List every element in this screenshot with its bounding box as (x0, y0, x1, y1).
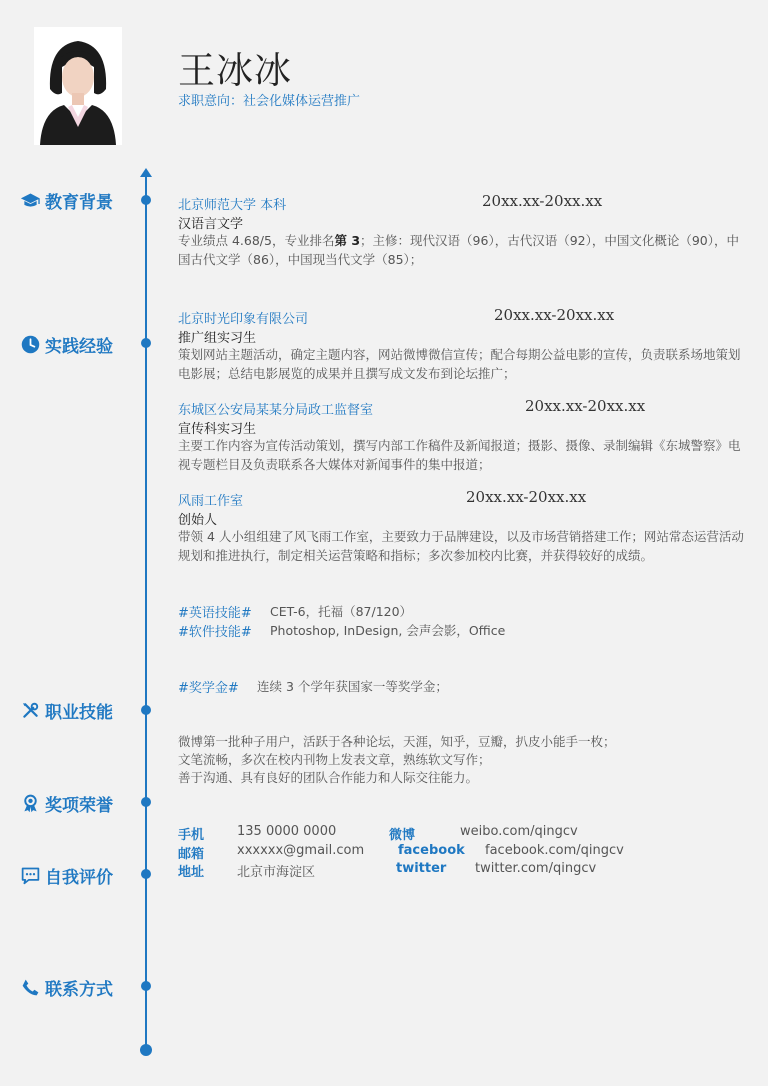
skill-value: CET-6，托福（87/120） (270, 604, 413, 619)
education-desc-post: ；主修：现代汉语（96），古代汉语（92），中国文化概论（90），中国古代文学（86），中国现当代文学（85）； (178, 233, 740, 267)
education-desc-pre: 专业绩点 4.68/5，专业排名 (178, 233, 335, 248)
section-contact (20, 975, 113, 1000)
experience-date: 20xx.xx-20xx.xx (525, 397, 646, 415)
contact-twitter: twitter.com/qingcv (475, 861, 597, 876)
section-skills-title: 职业技能 (45, 703, 113, 723)
phone-icon (20, 977, 41, 998)
education-major: 汉语言文学 (178, 217, 244, 232)
timeline-dot (141, 705, 151, 715)
experience-org: 东城区公安局某某分局政工监督室 (178, 403, 374, 418)
education-school: 北京师范大学 本科 (178, 198, 287, 213)
experience-date: 20xx.xx-20xx.xx (466, 488, 587, 506)
contact-phone: 135 0000 0000 (237, 824, 337, 839)
contact-email-label: 邮箱 (178, 847, 205, 862)
timeline-dot (141, 797, 151, 807)
section-practice (20, 332, 113, 357)
section-education (20, 188, 113, 213)
contact-twitter-label: twitter (396, 861, 447, 876)
education-rank: 第 3 (334, 233, 361, 248)
timeline-dot (141, 981, 151, 991)
self-eval-line: 善于沟通、具有良好的团队合作能力和人际交往能力。 (178, 770, 479, 785)
timeline-line (145, 176, 147, 1052)
job-intent: 求职意向：社会化媒体运营推广 (178, 94, 361, 109)
section-skills (20, 698, 113, 723)
experience-role: 推广组实习生 (178, 331, 257, 346)
experience-role: 创始人 (178, 513, 218, 528)
experience-desc: 主要工作内容为宣传活动策划，撰写内部工作稿件及新闻报道；摄影、摄像、录制编辑《东城警察》电视专题栏目及负责联系各大媒体对新闻事件的集中报道； (178, 438, 741, 472)
chat-bubble-icon (20, 865, 41, 886)
tools-icon (20, 700, 41, 721)
self-eval-line: 文笔流畅，多次在校内刊物上发表文章，熟练软文写作； (178, 752, 491, 767)
contact-phone-label: 手机 (178, 828, 205, 843)
timeline-dot (141, 195, 151, 205)
experience-desc: 带领 4 人小组组建了风飞雨工作室，主要致力于品牌建设，以及市场营销搭建工作；网站常态运营活动规划和推进执行，制定相关运营策略和指标；多次参加校内比赛，并获得较好的成绩。 (178, 529, 744, 563)
timeline-dot (141, 338, 151, 348)
skill-tag: #英语技能# (178, 606, 252, 621)
contact-weibo: weibo.com/qingcv (460, 824, 578, 839)
experience-org: 北京时光印象有限公司 (178, 312, 309, 327)
candidate-name: 王冰冰 (178, 49, 292, 92)
contact-facebook-label: facebook (398, 843, 465, 858)
section-practice-title: 实践经验 (45, 337, 113, 357)
contact-address: 北京市海淀区 (237, 865, 316, 880)
education-desc (178, 231, 744, 269)
section-self (20, 863, 113, 888)
award-medal-icon (20, 793, 41, 814)
contact-email: xxxxxx@gmail.com (237, 843, 365, 858)
timeline-end-dot (140, 1044, 152, 1056)
skill-value: Photoshop, InDesign, 会声会影，Office (270, 623, 506, 638)
section-self-title: 自我评价 (45, 868, 113, 888)
experience-desc: 策划网站主题活动，确定主题内容，网站微博微信宣传；配合每期公益电影的宣传，负责联系场地策划电影展；总结电影展览的成果并且撰写成文发布到论坛推广； (178, 347, 741, 381)
award-value: 连续 3 个学年获国家一等奖学金； (257, 679, 448, 694)
portrait-image (34, 27, 122, 145)
experience-role: 宣传科实习生 (178, 422, 257, 437)
experience-date: 20xx.xx-20xx.xx (494, 306, 615, 324)
section-awards (20, 791, 113, 816)
skill-tag: #软件技能# (178, 625, 252, 640)
section-contact-title: 联系方式 (45, 980, 113, 1000)
section-awards-title: 奖项荣誉 (45, 796, 113, 816)
education-date: 20xx.xx-20xx.xx (482, 192, 603, 210)
contact-weibo-label: 微博 (389, 828, 416, 843)
contact-address-label: 地址 (178, 865, 205, 880)
self-eval-line: 微博第一批种子用户，活跃于各种论坛，天涯，知乎，豆瓣，扒皮小能手一枚； (178, 734, 616, 749)
graduation-cap-icon (20, 190, 41, 211)
clock-icon (20, 334, 41, 355)
section-education-title: 教育背景 (45, 193, 113, 213)
timeline-arrow (140, 168, 152, 177)
profile-photo (34, 27, 122, 145)
contact-facebook: facebook.com/qingcv (485, 843, 624, 858)
award-tag: #奖学金# (178, 681, 239, 696)
experience-org: 风雨工作室 (178, 494, 244, 509)
timeline-dot (141, 869, 151, 879)
